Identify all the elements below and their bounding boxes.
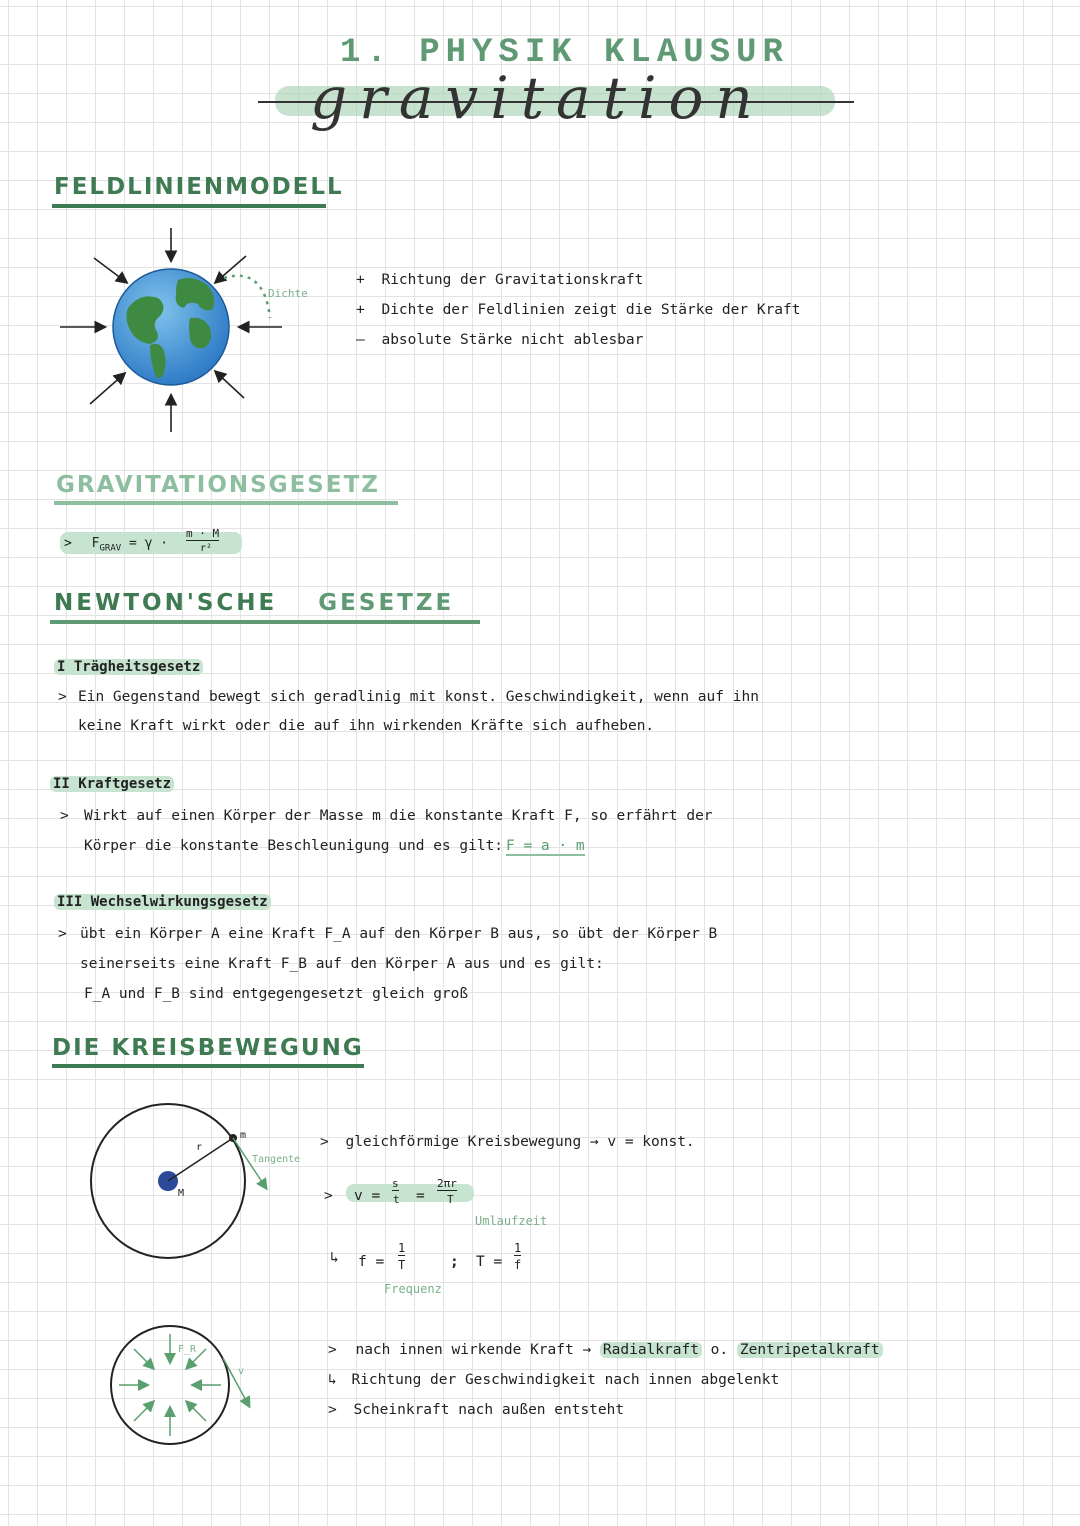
T-lhs: T = — [476, 1254, 503, 1270]
bullet-sign: + — [356, 272, 365, 288]
law-1-line-2: keine Kraft wirkt oder die auf ihn wirkenden Kräfte sich aufheben. — [78, 718, 655, 734]
radial-line-1-text: nach innen wirkende Kraft → — [355, 1342, 592, 1358]
radial-arrow — [134, 1402, 153, 1421]
label-M: M — [178, 1188, 185, 1199]
law-3-bullet: > — [58, 926, 67, 942]
page-title: gravitation — [310, 64, 765, 132]
law-2-line-1: Wirkt auf einen Körper der Masse m die konstante Kraft F, so erfährt der — [84, 808, 713, 824]
bullet-text: Richtung der Gravitationskraft — [381, 272, 644, 288]
f-lhs: f = — [358, 1254, 385, 1270]
law-2-line-2: Körper die konstante Beschleunigung und es gilt: — [84, 838, 504, 854]
gravitation-formula — [64, 536, 168, 554]
radial-force-diagram — [105, 1322, 265, 1452]
heading-underline — [52, 1064, 364, 1068]
radial-line-3 — [328, 1402, 624, 1418]
law-3-line-3: F_A und F_B sind entgegengesetzt gleich groß — [84, 986, 469, 1002]
radial-line-1 — [328, 1342, 883, 1358]
circle-motion-diagram — [80, 1095, 320, 1270]
bullet: ↳ — [328, 1372, 337, 1388]
radialkraft-term: Radialkraft — [600, 1342, 702, 1358]
feld-bullet-1 — [356, 272, 643, 288]
radial-line-2-text: Richtung der Geschwindigkeit nach innen abgelenkt — [351, 1372, 780, 1388]
feld-bullet-3 — [356, 332, 643, 348]
formula-mid: = γ · — [129, 536, 169, 551]
formula-denominator: r² — [200, 543, 213, 554]
f-den: T — [398, 1258, 406, 1272]
law-1-title: I Trägheitsgesetz — [54, 659, 203, 675]
f-arrow: ↳ — [330, 1250, 339, 1266]
bullet-sign: + — [356, 302, 365, 318]
bullet: > — [320, 1134, 329, 1150]
heading-newton-b: GESETZE — [318, 590, 455, 616]
f-num: 1 — [398, 1241, 406, 1255]
label-v: v — [238, 1366, 245, 1377]
heading-newton — [54, 590, 454, 616]
radial-arrow — [134, 1349, 153, 1368]
radial-line-3-text: Scheinkraft nach außen entsteht — [353, 1402, 625, 1418]
heading-underline — [54, 501, 398, 505]
field-arrow-bottom-left — [90, 374, 124, 404]
bullet-text: absolute Stärke nicht ablesbar — [381, 332, 644, 348]
heading-kreisbewegung: DIE KREISBEWEGUNG — [52, 1035, 364, 1061]
separator: ; — [450, 1254, 459, 1270]
label-frequenz: Frequenz — [384, 1282, 442, 1296]
field-arrow-bottom-right — [216, 372, 244, 398]
law-1-bullet: > — [58, 689, 67, 705]
label-umlaufzeit: Umlaufzeit — [475, 1214, 548, 1228]
heading-feldlinienmodell: FELDLINIENMODELL — [54, 174, 344, 200]
field-arrow-top-left — [94, 258, 126, 282]
law-2-bullet: > — [60, 808, 69, 824]
law-3-line-2: seinerseits eine Kraft F_B auf den Körper A aus und es gilt: — [80, 956, 604, 972]
law-3-title: III Wechselwirkungsgesetz — [54, 894, 271, 910]
density-marker — [224, 276, 270, 318]
label-fr: F_R — [178, 1344, 197, 1355]
law-2-title: II Kraftgesetz — [50, 776, 174, 792]
formula-numerator: m · M — [186, 527, 220, 540]
heading-newton-a: NEWTON'SCHE — [54, 590, 278, 616]
T-num: 1 — [514, 1241, 522, 1255]
kraft-formula: F = a · m — [506, 838, 585, 854]
bullet-sign: — — [356, 332, 365, 348]
kreis-line-1 — [320, 1134, 695, 1150]
bullet: > — [328, 1342, 337, 1358]
page-subtitle: 1. PHYSIK KLAUSUR — [340, 34, 789, 72]
radial-arrow — [187, 1402, 206, 1421]
v-formula-lhs: v = — [354, 1188, 381, 1204]
earth-field-diagram — [50, 220, 330, 440]
earth-globe — [113, 269, 229, 385]
law-3-line-1: übt ein Körper A eine Kraft F_A auf den Körper B aus, so übt der Körper B — [80, 926, 718, 942]
or-text: o. — [710, 1342, 729, 1358]
formula-sub: GRAV — [99, 543, 122, 554]
v-formula-bullet: > — [324, 1188, 333, 1204]
v-frac2-den: T — [447, 1193, 454, 1206]
bullet-text: Dichte der Feldlinien zeigt die Stärke der Kraft — [381, 302, 801, 318]
field-arrow-top-right — [216, 256, 246, 282]
heading-gravitationsgesetz: GRAVITATIONSGESETZ — [56, 472, 380, 498]
label-tangente: Tangente — [252, 1154, 301, 1165]
heading-underline — [50, 620, 480, 624]
T-den: f — [514, 1258, 522, 1272]
feld-bullet-2 — [356, 302, 801, 318]
zentripetalkraft-term: Zentripetalkraft — [737, 1342, 883, 1358]
formula-arrow: > — [64, 536, 72, 551]
label-r: r — [196, 1142, 203, 1153]
kreis-line-1-text: gleichförmige Kreisbewegung → v = konst. — [345, 1134, 695, 1150]
law-1-line-1: Ein Gegenstand bewegt sich geradlinig mit konst. Geschwindigkeit, wenn auf ihn — [78, 689, 759, 705]
v-frac2-num: 2πr — [437, 1177, 457, 1190]
v-eq: = — [416, 1188, 425, 1204]
bullet: > — [328, 1402, 337, 1418]
formula-lhs: F — [91, 536, 100, 551]
v-frac1-num: s — [392, 1177, 399, 1190]
label-m: m — [240, 1130, 247, 1141]
label-dichte: Dichte — [268, 287, 308, 300]
radial-line-2 — [328, 1372, 779, 1388]
heading-underline — [52, 204, 326, 208]
v-frac1-den: t — [393, 1193, 400, 1206]
